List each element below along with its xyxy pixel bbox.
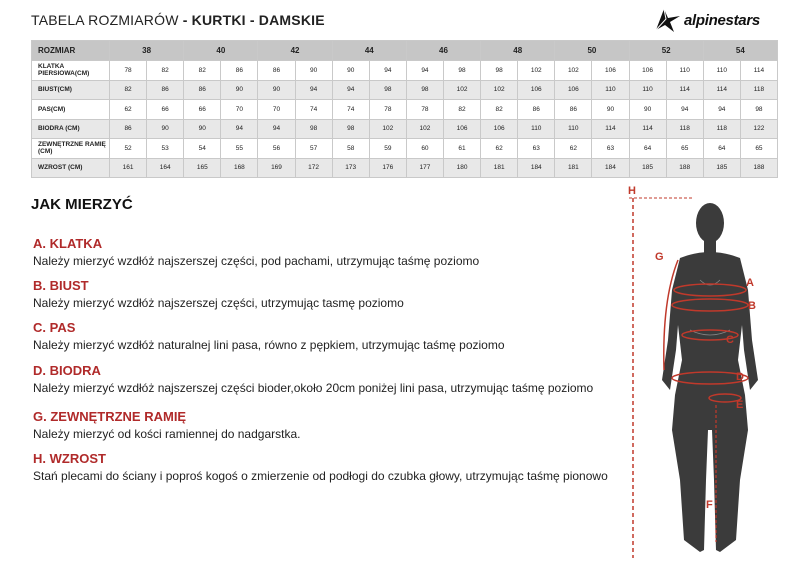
section-heading: C. PAS [33, 320, 76, 335]
table-cell: 90 [221, 80, 258, 100]
table-cell: 62 [555, 139, 592, 159]
table-cell: 61 [443, 139, 480, 159]
label-c: C [726, 334, 734, 346]
size-col: 40 [184, 41, 258, 61]
table-cell: 110 [703, 61, 740, 81]
label-d: D [736, 371, 744, 383]
size-col: 52 [629, 41, 703, 61]
size-table-row [32, 80, 778, 100]
table-cell: 184 [592, 158, 629, 178]
section-text: Stań plecami do ściany i poproś kogoś o zmierzenie od podłogi do czubka głowy, utrzymując taśmę pionowo [33, 469, 608, 483]
table-cell: 188 [740, 158, 777, 178]
section-text: Należy mierzyć wzdłóż najszerszej części, pod pachami, utrzymując taśmę poziomo [33, 254, 480, 268]
label-b: B [748, 300, 756, 312]
section-heading: A. KLATKA [33, 236, 103, 251]
table-cell: 102 [406, 119, 443, 139]
section-ramie [33, 409, 300, 441]
page-title [31, 12, 325, 28]
table-cell: 86 [221, 61, 258, 81]
table-cell: 98 [443, 61, 480, 81]
size-table-row [32, 100, 778, 120]
table-cell: 164 [147, 158, 184, 178]
row-label: BIUST(CM) [32, 80, 110, 100]
table-cell: 86 [184, 80, 221, 100]
table-cell: 82 [110, 80, 147, 100]
table-cell: 118 [740, 80, 777, 100]
label-f: F [706, 499, 713, 511]
table-cell: 94 [221, 119, 258, 139]
table-cell: 169 [258, 158, 295, 178]
table-cell: 65 [666, 139, 703, 159]
section-text: Należy mierzyć wzdłóż najszerszej części, utrzymując tasmę poziomo [33, 296, 404, 310]
table-cell: 102 [518, 61, 555, 81]
title-main: - KURTKI - DAMSKIE [182, 12, 325, 28]
table-cell: 98 [295, 119, 332, 139]
table-cell: 102 [481, 80, 518, 100]
table-cell: 94 [406, 61, 443, 81]
table-cell: 102 [555, 61, 592, 81]
table-cell: 90 [592, 100, 629, 120]
size-header-row [32, 41, 778, 61]
table-cell: 181 [481, 158, 518, 178]
table-cell: 70 [221, 100, 258, 120]
size-table-row [32, 61, 778, 81]
section-text: Należy mierzyć wzdłóż najszerszej części bioder,około 20cm poniżej lini pasa, utrzymując taśmę poziomo [33, 381, 594, 395]
table-cell: 52 [110, 139, 147, 159]
table-cell: 173 [332, 158, 369, 178]
table-cell: 74 [332, 100, 369, 120]
row-label: ZEWNĘTRZNE RAMIĘ (CM) [32, 139, 110, 159]
table-cell: 98 [406, 80, 443, 100]
table-cell: 184 [518, 158, 555, 178]
section-heading: G. ZEWNĘTRZNE RAMIĘ [33, 409, 187, 424]
table-cell: 86 [518, 100, 555, 120]
section-klatka [33, 236, 479, 268]
row-label: PAS(CM) [32, 100, 110, 120]
table-cell: 176 [369, 158, 406, 178]
table-cell: 86 [110, 119, 147, 139]
size-col: 38 [110, 41, 184, 61]
row-label: BIODRA (CM) [32, 119, 110, 139]
table-cell: 86 [258, 61, 295, 81]
label-h: H [628, 185, 636, 197]
size-table-row [32, 139, 778, 159]
table-cell: 82 [443, 100, 480, 120]
table-cell: 82 [184, 61, 221, 81]
table-cell: 188 [666, 158, 703, 178]
brand-logo [650, 6, 790, 34]
table-cell: 110 [629, 80, 666, 100]
table-cell: 118 [666, 119, 703, 139]
table-cell: 86 [555, 100, 592, 120]
size-table-row [32, 119, 778, 139]
table-cell: 90 [629, 100, 666, 120]
section-text: Należy mierzyć od kości ramiennej do nadgarstka. [33, 427, 301, 441]
table-cell: 110 [518, 119, 555, 139]
body-figure [620, 180, 800, 566]
row-label: WZROST (CM) [32, 158, 110, 178]
row-label: KLATKA PIERSIOWA(CM) [32, 61, 110, 81]
label-e: E [736, 399, 744, 411]
table-cell: 90 [295, 61, 332, 81]
section-biust [33, 278, 404, 310]
table-cell: 106 [481, 119, 518, 139]
table-cell: 114 [703, 80, 740, 100]
table-cell: 54 [184, 139, 221, 159]
table-cell: 82 [147, 61, 184, 81]
table-cell: 102 [443, 80, 480, 100]
table-cell: 98 [369, 80, 406, 100]
table-cell: 180 [443, 158, 480, 178]
table-cell: 106 [518, 80, 555, 100]
table-cell: 64 [629, 139, 666, 159]
table-cell: 82 [481, 100, 518, 120]
section-wzrost [33, 451, 608, 483]
table-cell: 66 [147, 100, 184, 120]
table-cell: 57 [295, 139, 332, 159]
table-cell: 114 [592, 119, 629, 139]
section-biodra [33, 363, 593, 395]
table-cell: 55 [221, 139, 258, 159]
star-logo-icon [650, 6, 684, 34]
section-text: Należy mierzyć wzdłóż naturalnej lini pasa, równo z pępkiem, utrzymując taśmę poziomo [33, 338, 505, 352]
table-cell: 62 [481, 139, 518, 159]
table-cell: 98 [740, 100, 777, 120]
table-cell: 181 [555, 158, 592, 178]
table-cell: 59 [369, 139, 406, 159]
table-cell: 114 [740, 61, 777, 81]
table-cell: 172 [295, 158, 332, 178]
size-col: 44 [332, 41, 406, 61]
table-cell: 177 [406, 158, 443, 178]
section-heading: H. WZROST [33, 451, 106, 466]
section-heading: D. BIODRA [33, 363, 101, 378]
table-cell: 86 [147, 80, 184, 100]
table-cell: 98 [481, 61, 518, 81]
table-cell: 110 [666, 61, 703, 81]
table-cell: 122 [740, 119, 777, 139]
table-cell: 185 [629, 158, 666, 178]
table-cell: 94 [703, 100, 740, 120]
table-cell: 90 [332, 61, 369, 81]
logo-text: alpinestars [684, 12, 760, 29]
table-cell: 65 [740, 139, 777, 159]
size-table-row [32, 158, 778, 178]
table-cell: 114 [629, 119, 666, 139]
table-cell: 94 [258, 119, 295, 139]
table-cell: 94 [295, 80, 332, 100]
table-cell: 90 [147, 119, 184, 139]
size-col: 42 [258, 41, 332, 61]
table-cell: 106 [629, 61, 666, 81]
table-cell: 78 [110, 61, 147, 81]
table-cell: 66 [184, 100, 221, 120]
size-col: 54 [703, 41, 777, 61]
table-cell: 90 [258, 80, 295, 100]
table-cell: 90 [184, 119, 221, 139]
table-cell: 106 [555, 80, 592, 100]
table-cell: 118 [703, 119, 740, 139]
section-heading: B. BIUST [33, 278, 89, 293]
table-cell: 63 [518, 139, 555, 159]
size-table [31, 40, 778, 178]
table-cell: 168 [221, 158, 258, 178]
table-cell: 98 [332, 119, 369, 139]
table-cell: 74 [295, 100, 332, 120]
table-cell: 60 [406, 139, 443, 159]
table-cell: 62 [110, 100, 147, 120]
table-cell: 94 [666, 100, 703, 120]
table-cell: 64 [703, 139, 740, 159]
label-a: A [746, 277, 754, 289]
table-cell: 110 [592, 80, 629, 100]
table-cell: 102 [369, 119, 406, 139]
table-cell: 161 [110, 158, 147, 178]
label-g: G [655, 251, 664, 263]
title-prefix: TABELA ROZMIARÓW [31, 12, 179, 28]
size-header-label: ROZMIAR [32, 41, 110, 61]
table-cell: 63 [592, 139, 629, 159]
table-cell: 58 [332, 139, 369, 159]
table-cell: 56 [258, 139, 295, 159]
table-cell: 78 [369, 100, 406, 120]
how-to-measure-title: JAK MIERZYĆ [31, 196, 133, 213]
table-cell: 53 [147, 139, 184, 159]
table-cell: 94 [369, 61, 406, 81]
size-col: 48 [481, 41, 555, 61]
table-cell: 185 [703, 158, 740, 178]
size-col: 46 [406, 41, 480, 61]
table-cell: 70 [258, 100, 295, 120]
table-cell: 94 [332, 80, 369, 100]
section-pas [33, 320, 505, 352]
table-cell: 106 [592, 61, 629, 81]
table-cell: 165 [184, 158, 221, 178]
table-cell: 110 [555, 119, 592, 139]
table-cell: 78 [406, 100, 443, 120]
table-cell: 114 [666, 80, 703, 100]
table-cell: 106 [443, 119, 480, 139]
size-col: 50 [555, 41, 629, 61]
